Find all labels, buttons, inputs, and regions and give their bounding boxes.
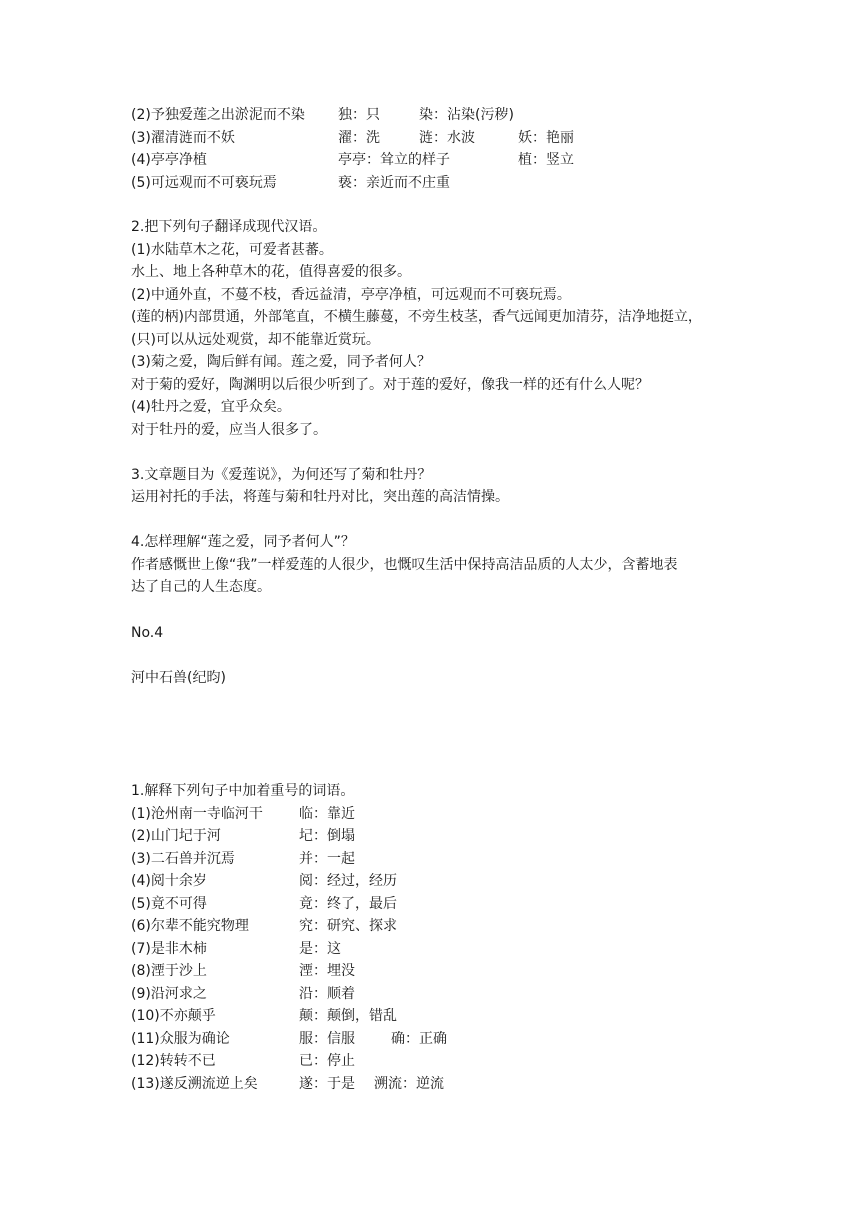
section-number: No.4 — [131, 625, 164, 641]
list-item — [131, 1050, 820, 1072]
answer-line: 达了自己的人生态度。 — [131, 579, 271, 595]
list-item — [131, 1005, 820, 1027]
vocab-gloss: 濯：洗 — [338, 130, 380, 146]
vocab-gloss: 遂：于是 — [299, 1076, 355, 1092]
answer-line: 作者感慨世上像“我”一样爱莲的人很少，也慨叹生活中保持高洁品质的人太少，含蓄地表 — [131, 557, 678, 573]
vocab-sentence: (9)沿河求之 — [131, 986, 207, 1002]
paragraph-line: (1)水陆草木之花，可爱者甚蕃。 — [131, 242, 333, 258]
vocab-sentence: (10)不亦颠乎 — [131, 1008, 216, 1024]
vocab-sentence: (1)沧州南一寺临河干 — [131, 806, 263, 822]
list-item — [131, 915, 820, 937]
paragraph-line: (3)菊之爱，陶后鲜有闻。莲之爱，同予者何人？ — [131, 354, 431, 370]
list-item — [131, 983, 820, 1005]
vocab-gloss: 湮：埋没 — [299, 963, 355, 979]
vocab-sentence: (12)转转不已 — [131, 1053, 216, 1069]
paragraph-line: (莲的柄)内部贯通，外部笔直，不横生藤蔓，不旁生枝茎，香气远闻更加清芬，洁净地挺立， — [131, 309, 702, 325]
vocab-sentence: (7)是非木柿 — [131, 941, 207, 957]
vocab-gloss: 阅：经过，经历 — [299, 873, 397, 889]
vocab-sentence: (5)竟不可得 — [131, 896, 207, 912]
list-item — [131, 1073, 820, 1095]
vocab-sentence: (2)山门圮于河 — [131, 828, 221, 844]
vocab-gloss: 并：一起 — [299, 851, 355, 867]
vocab-gloss: 是：这 — [299, 941, 341, 957]
answer-line: 运用衬托的手法，将莲与菊和牡丹对比，突出莲的高洁情操。 — [131, 489, 509, 505]
vocab-gloss: 临：靠近 — [299, 806, 355, 822]
vocab-gloss: 服：信服 — [299, 1031, 355, 1047]
vocab-sentence: (3)濯清涟而不妖 — [131, 130, 235, 146]
vocab-sentence: (2)予独爱莲之出淤泥而不染 — [131, 107, 305, 123]
paragraph-line: (只)可以从远处观赏，却不能靠近赏玩。 — [131, 332, 380, 348]
paragraph-line: 对于牡丹的爱，应当人很多了。 — [131, 422, 327, 438]
list-item — [131, 848, 820, 870]
vocab-gloss: 植：竖立 — [518, 152, 574, 168]
paragraph-line: (2)中通外直，不蔓不枝，香远益清，亭亭净植，可远观而不可亵玩焉。 — [131, 287, 571, 303]
vocab-gloss: 独：只 — [338, 107, 380, 123]
list-item — [131, 825, 820, 847]
list-item — [131, 938, 820, 960]
paragraph-line: (4)牡丹之爱，宜乎众矣。 — [131, 399, 291, 415]
list-item — [131, 1028, 820, 1050]
vocab-gloss: 亭亭：耸立的样子 — [338, 152, 450, 168]
vocab-sentence: (8)湮于沙上 — [131, 963, 207, 979]
vocab-gloss: 染：沾染(污秽) — [419, 107, 514, 123]
vocab-gloss: 妖：艳丽 — [518, 130, 574, 146]
vocab-gloss: 涟：水波 — [419, 130, 475, 146]
list-item — [131, 893, 820, 915]
section-title: 河中石兽(纪昀) — [131, 670, 226, 686]
vocab-sentence: (6)尔辈不能究物理 — [131, 918, 249, 934]
question-heading: 3.文章题目为《爱莲说》，为何还写了菊和牡丹？ — [131, 467, 432, 483]
list-item — [131, 803, 820, 825]
vocab-gloss: 已：停止 — [299, 1053, 355, 1069]
vocab-sentence: (5)可远观而不可亵玩焉 — [131, 175, 277, 191]
list-item — [131, 870, 820, 892]
vocab-gloss: 沿：顺着 — [299, 986, 355, 1002]
question-heading: 1.解释下列句子中加着重号的词语。 — [131, 783, 355, 799]
question-heading: 4.怎样理解“莲之爱，同予者何人”？ — [131, 534, 355, 550]
vocab-gloss: 圮：倒塌 — [299, 828, 355, 844]
list-item — [131, 149, 820, 171]
list-item — [131, 127, 820, 149]
list-item — [131, 172, 820, 194]
vocab-gloss: 竟：终了，最后 — [299, 896, 397, 912]
vocab-gloss: 颠：颠倒，错乱 — [299, 1008, 397, 1024]
list-item — [131, 104, 820, 126]
question-heading: 2.把下列句子翻译成现代汉语。 — [131, 219, 327, 235]
vocab-sentence: (4)阅十余岁 — [131, 873, 207, 889]
vocab-gloss: 亵：亲近而不庄重 — [338, 175, 450, 191]
paragraph-line: 水上、地上各种草木的花，值得喜爱的很多。 — [131, 264, 411, 280]
vocab-sentence: (3)二石兽并沉焉 — [131, 851, 235, 867]
vocab-sentence: (11)众服为确论 — [131, 1031, 230, 1047]
vocab-gloss: 确：正确 — [391, 1031, 447, 1047]
vocab-sentence: (4)亭亭净植 — [131, 152, 207, 168]
paragraph-line: 对于菊的爱好，陶渊明以后很少听到了。对于莲的爱好，像我一样的还有什么人呢？ — [131, 377, 649, 393]
vocab-gloss: 究：研究、探求 — [299, 918, 397, 934]
vocab-sentence: (13)遂反溯流逆上矣 — [131, 1076, 258, 1092]
vocab-gloss: 溯流：逆流 — [374, 1076, 444, 1092]
list-item — [131, 960, 820, 982]
